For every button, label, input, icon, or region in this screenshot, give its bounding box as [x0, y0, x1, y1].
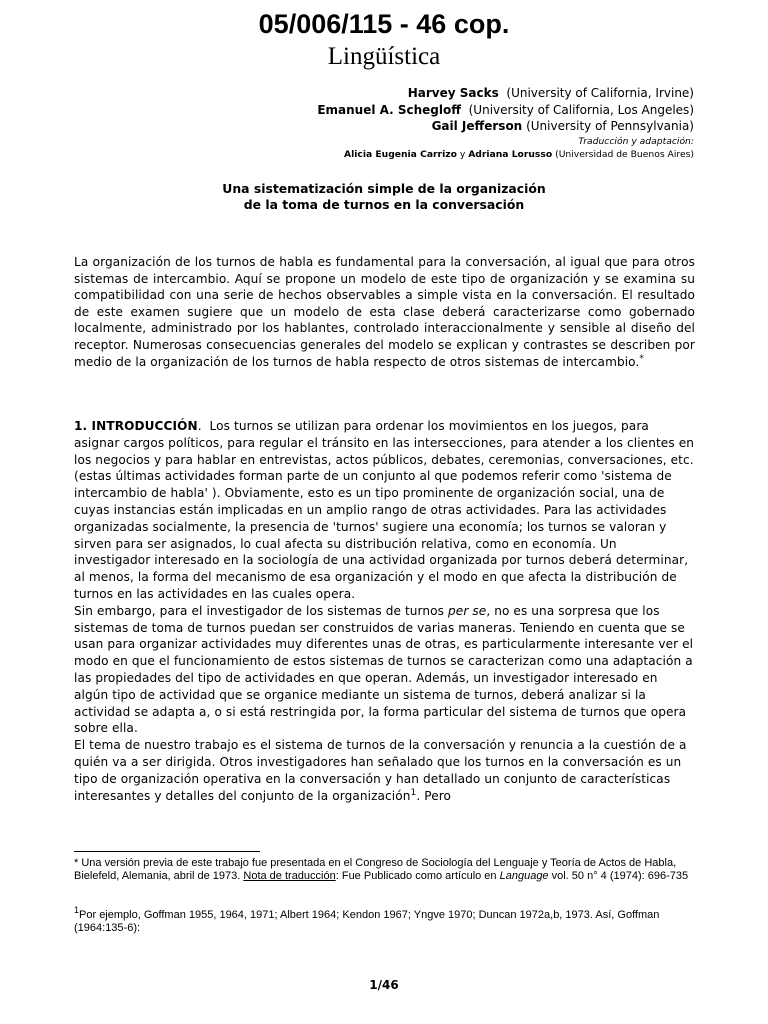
author-affiliation: (University of California, Los Angeles) — [468, 102, 694, 117]
author-name: Harvey Sacks — [407, 86, 499, 100]
translator-name: Alicia Eugenia Carrizo — [343, 148, 457, 160]
footnote-text: Por ejemplo, Goffman 1955, 1964, 1971; Albert 1964; Kendon 1967; Yngve 1970; Duncan 1972a,b, 1973. Así, Goffman (1964:135-6): — [74, 909, 660, 935]
abstract — [74, 254, 695, 370]
translator-conjunction: y — [459, 148, 466, 160]
page-number: 1/46 — [369, 978, 399, 992]
abstract-footnote-mark: * — [639, 353, 645, 364]
footnote-text: : Fue Publicado como artículo en — [335, 870, 500, 883]
document-code: 05/006/115 - 46 cop. — [258, 9, 510, 39]
footnote-divider — [74, 851, 260, 852]
paragraph: 1. INTRODUCCIÓN. Los turnos se utilizan para ordenar los movimientos en los juegos, para asignar cargos políticos, para regular el tránsito en las intersecciones, para atender a los clientes en los negocios y para hablar en entrevistas, actos públicos, debates, ceremonias, conversaciones, etc. (estas últimas actividades forman parte de un conjunto al que podemos referir como 'sistema de intercambio de habla' ). Obviamente, esto es un tipo prominente de organización social, una de cuyas instancias están implicadas en un amplio rango de otras actividades. Para las actividades organizadas socialmente, la presencia de 'turnos' sugiere una economía; los turnos se valoran y sirven para ser asignados, lo cual afecta su distribución relativa, como en economía. Un investigador interesado en la sociología de una actividad organizada por turnos deberá determinar, al menos, la forma del mecanismo de esa organización y el modo en que afecta la distribución de turnos en las actividades en las cuales opera. — [74, 419, 694, 601]
author-affiliation: (University of Pennsylvania) — [526, 119, 694, 133]
author-line — [317, 85, 694, 102]
footnote-text: vol. 50 n° 4 (1974): 696-735 — [548, 870, 689, 883]
title-line: de la toma de turnos en la conversación — [243, 196, 525, 212]
author-affiliation: (University of California, Irvine) — [506, 86, 694, 100]
abstract-text: La organización de los turnos de habla es fundamental para la conversación, al igual que para otros sistemas de intercambio. Aquí se propone un modelo de este tipo de organización y se examina su compatibilidad con una serie de hechos observables a simple vista en la conversación. El resultado de este examen sugiere que un modelo de esta clase deberá caracterizarse como gobernado localmente, administrado por los hablantes, controlado interaccionalmente y sensible al diseño del receptor. Numerosas consecuencias generales del modelo se explican y contrastes se describen por medio de la organización de los turnos de habla respecto de otros sistemas de intercambio. — [74, 255, 695, 369]
translator-name: Adriana Lorusso — [468, 148, 553, 160]
author-line — [317, 118, 694, 135]
paragraph-text: Sin embargo, para el investigador de los sistemas de turnos — [74, 603, 449, 618]
translation-note-label: Nota de traducción — [243, 870, 336, 883]
paragraph — [74, 737, 695, 804]
paragraph-text: . Pero — [416, 788, 452, 803]
introduction-section — [74, 418, 695, 804]
article-title — [74, 181, 694, 212]
footnote-1 — [74, 857, 704, 884]
paragraph-text: Los turnos se utilizan para ordenar los movimientos en los juegos, para asignar cargos políticos, para regular el tránsito en las intersecciones, para atender a los clientes en los negocios y para hablar en entrevistas, actos públicos, debates, ceremonias, conversaciones, etc. (estas últimas actividades forman parte de un conjunto al que podemos referir como 'sistema de intercambio de habla' ). Obviamente, esto es un tipo prominente de organización social, una de cuyas instancias están implicadas en un amplio rango de otras actividades. Para las actividades organizadas socialmente, la presencia de 'turnos' sugiere una economía; los turnos se valoran y sirven para ser asignados, lo cual afecta su distribución relativa, como en economía. Un investigador interesado en la sociología de una actividad organizada por turnos deberá determinar, al menos, la forma del mecanismo de esa organización y el modo en que afecta la distribución de turnos en las actividades en las cuales opera. — [74, 419, 694, 601]
author-name: Gail Jefferson — [431, 119, 523, 133]
footnote-2 — [74, 905, 704, 936]
footnote-mark: 1 — [410, 787, 417, 798]
translation-label-line: Traducción y adaptación: — [578, 135, 694, 147]
footnote-text: * Una versión previa de este trabajo fue presentada en el Congreso de Sociología del Lenguaje y Teoría de Actos de Habla, Bielefeld, Alemania, abril de 1973. — [74, 857, 677, 883]
paragraph-text: El tema de nuestro trabajo es el sistema de turnos de la conversación y renuncia a la cuestión de a quién va a ser dirigida. Otros investigadores han señalado que los turnos en la conversación es un tipo de organización operativa en la conversación y han detallado un conjunto de características interesantes y detalles del conjunto de la organización — [74, 738, 687, 803]
document-subject: Lingüística — [327, 43, 441, 70]
translator-affiliation: (Universidad de Buenos Aires) — [555, 148, 694, 160]
paragraph — [74, 603, 695, 737]
translators-line — [317, 148, 694, 161]
italic-term: per se — [448, 603, 487, 618]
section-heading: 1. INTRODUCCIÓN — [74, 419, 198, 433]
footnote-mark: 1 — [74, 905, 80, 915]
journal-name: Language — [499, 870, 549, 883]
authors-block — [317, 85, 694, 161]
author-line — [317, 102, 694, 119]
translation-label: Traducción y adaptación — [578, 135, 691, 147]
paragraph-text: , no es una sorpresa que los sistemas de toma de turnos puedan ser construidos de varias maneras. Teniendo en cuenta que se usan para organizar actividades muy diferentes unas de otras, es particularmente interesante ver el modo en que el funcionamiento de estos sistemas de turnos se caracterizan como una adaptación a las propiedades del tipo de actividades en que operan. Además, un investigador interesado en algún tipo de actividad que se organice mediante un sistema de turnos, deberá analizar si la actividad se adapta a, o si está restringida por, la forma particular del sistema de turnos que opera sobre ella. — [74, 603, 694, 736]
author-name: Emanuel A. Schegloff — [317, 102, 461, 117]
title-line: Una sistematización simple de la organización — [222, 181, 546, 196]
